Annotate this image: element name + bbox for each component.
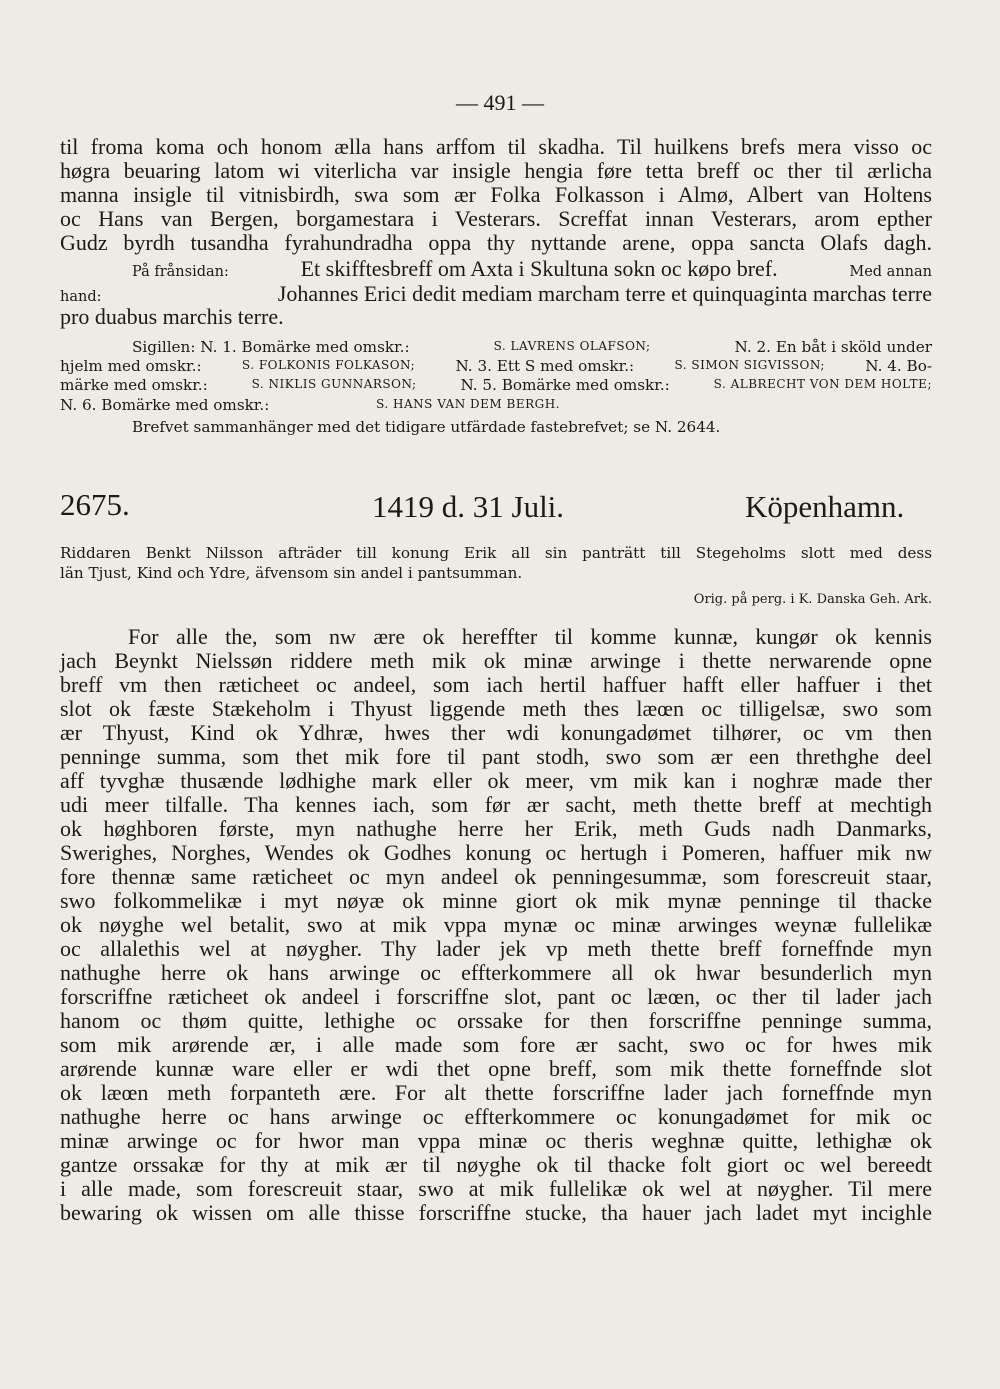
hand-text-1: Johannes Erici dedit mediam marcham terre et quinquaginta marchas terre [277, 281, 932, 306]
letter-line: arørende kunnæ ware eller er wdi thet opne breff, som mik thette forneffnde slot [60, 1056, 932, 1081]
letter-line: forscriffne ræticheet ok andeel i forscriffne slot, pant oc læœn, oc ther til lader jach [60, 984, 932, 1009]
hand-line [60, 283, 932, 305]
letter-line: ær Thyust, Kind ok Ydhræ, hwes ther wdi konungadømet tilhører, oc vm then [60, 720, 932, 745]
letter-line: oc allalethis wel at nøygher. Thy lader jek vp meth thette breff forneffnde myn [60, 936, 932, 961]
letter-line: bewaring ok wissen om alle thisse forscriffne stucke, tha hauer jach ladet myt incighle [60, 1200, 932, 1225]
fransidan-line [60, 258, 932, 280]
intro-line: til froma koma och honom ælla hans arffom til skadha. Til huilkens brefs mera visso oc [60, 134, 932, 159]
letter-line: ok høghboren første, myn nathughe herre her Erik, meth Guds nadh Danmarks, [60, 816, 932, 841]
letter-line: penninge summa, som thet mik fore til pant stodh, swo som ær een threthghe deel [60, 744, 932, 769]
letter-line: hanom oc thøm quitte, lethighe oc orssake for then forscriffne penninge summa, [60, 1008, 932, 1033]
sigillen-inscription: S. FOLKONIS FOLKASON; [241, 358, 416, 372]
sigillen-line-1 [60, 340, 932, 355]
hand-label-1: Med annan [849, 264, 932, 280]
sigillen-inscription: S. ALBRECHT VON DEM HOLTE; [713, 377, 932, 391]
sigillen-inscription: S. HANS VAN DEM BERGH. [376, 397, 560, 411]
page-number: — 491 — [456, 90, 544, 115]
sigillen-text: märke med omskr.: [60, 376, 208, 394]
document-place: Köpenhamn. [745, 489, 905, 524]
fransidan-text: Et skifftesbreff om Axta i Skultuna sokn oc køpo bref. [300, 256, 778, 281]
hand-label-2: hand: [60, 289, 102, 305]
letter-line: breff vm then ræticheet oc andeel, som iach hertil haffuer hafft eller haffuer i thet [60, 672, 932, 697]
sigillen-text: N. 4. Bo- [865, 357, 932, 375]
document-date: 1419 d. 31 Juli. [372, 489, 565, 524]
letter-line: nathughe herre oc hans arwinge oc effterkommere oc konungadømet for mik oc [60, 1104, 932, 1129]
letter-line: ok nøyghe wel betalit, swo at mik vppa mynæ oc minæ arwinges weynæ fullelikæ [60, 912, 932, 937]
sigillen-line-4 [60, 398, 560, 413]
sigillen-line-3 [60, 378, 932, 393]
letter-line: i alle made, som forescreuit staar, swo at mik fullelikæ ok wel at nøygher. Til mere [60, 1176, 932, 1201]
sigillen-text: hjelm med omskr.: [60, 357, 202, 375]
brefvet-note: Brefvet sammanhänger med det tidigare utfärdade fastebrefvet; se N. 2644. [132, 418, 721, 436]
document-number: 2675. [60, 487, 130, 522]
sigillen-inscription: S. SIMON SIGVISSON; [674, 358, 825, 372]
letter-line: Swerighes, Norghes, Wendes ok Godhes konung oc hertugh i Pomeren, haffuer mik nw [60, 840, 932, 865]
letter-line: nathughe herre ok hans arwinge oc effterkommere all ok hwar besunderlich myn [60, 960, 932, 985]
hand-text-2: pro duabus marchis terre. [60, 304, 284, 329]
intro-line: høgra beuaring latom wi viterlicha var insigle hengia føre tetta breff oc ther til ærlicha [60, 158, 932, 183]
sigillen-text: N. 6. Bomärke med omskr.: [60, 396, 270, 414]
letter-line: aff tyvghæ thusænde lødhighe mark eller ok meer, vm mik kan i noghræ made ther [60, 768, 932, 793]
letter-line: slot ok fæste Stækeholm i Thyust liggende meth thes læœn oc tilligelsæ, swo som [60, 696, 932, 721]
sigillen-inscription: S. LAVRENS OLAFSON; [493, 339, 651, 353]
intro-line: Gudz byrdh tusandha fyrahundradha oppa thy nyttande arene, oppa sancta Olafs dagh. [60, 230, 932, 255]
summary-line: län Tjust, Kind och Ydre, äfvensom sin andel i pantsumman. [60, 564, 523, 582]
sigillen-inscription: S. NIKLIS GUNNARSON; [251, 377, 417, 391]
letter-line: ok læœn meth forpanteth ære. For alt thette forscriffne lader jach forneffnde myn [60, 1080, 932, 1105]
intro-line: oc Hans van Bergen, borgamestara i Vesterars. Screffat innan Vesterars, arom epther [60, 206, 932, 231]
letter-line: swo folkommelikæ i myt nøyæ ok minne giort ok mik mynæ penninge til thacke [60, 888, 932, 913]
letter-line: For alle the, som nw ære ok hereffter til komme kunnæ, kungør ok kennis [128, 624, 932, 649]
summary-line: Riddaren Benkt Nilsson afträder till konung Erik all sin panträtt till Stegeholms slott med dess [60, 544, 932, 562]
sigillen-text: N. 5. Bomärke med omskr.: [460, 376, 670, 394]
letter-line: minæ arwinge oc for hwor man vppa minæ oc theris weghnæ quitte, lethighæ ok [60, 1128, 932, 1153]
sigillen-text: N. 2. En båt i sköld under [734, 338, 932, 356]
intro-line: manna insigle til vitnisbirdh, swa som ær Folka Folkasson i Almø, Albert van Holtens [60, 182, 932, 207]
letter-line: udi meer tilfalle. Tha kennes iach, som før ær sacht, meth thette breff at mechtigh [60, 792, 932, 817]
source-note: Orig. på perg. i K. Danska Geh. Ark. [693, 592, 932, 607]
fransidan-label: På frånsidan: [132, 264, 229, 280]
letter-line: som mik arørende ær, i alle made som fore ær sacht, swo oc for hwes mik [60, 1032, 932, 1057]
letter-line: gantze orssakæ for thy at mik ær til nøyghe ok til thacke folt giort oc wel bereedt [60, 1152, 932, 1177]
sigillen-text: N. 3. Ett S med omskr.: [455, 357, 635, 375]
sigillen-line-2 [60, 359, 932, 374]
letter-line: jach Beynkt Nielssøn riddere meth mik ok minæ arwinge i thette nerwarende opne [60, 648, 932, 673]
sigillen-text: Sigillen: N. 1. Bomärke med omskr.: [132, 338, 410, 356]
letter-line: fore thennæ same ræticheet oc myn andeel ok penningesummæ, som forescreuit staar, [60, 864, 932, 889]
